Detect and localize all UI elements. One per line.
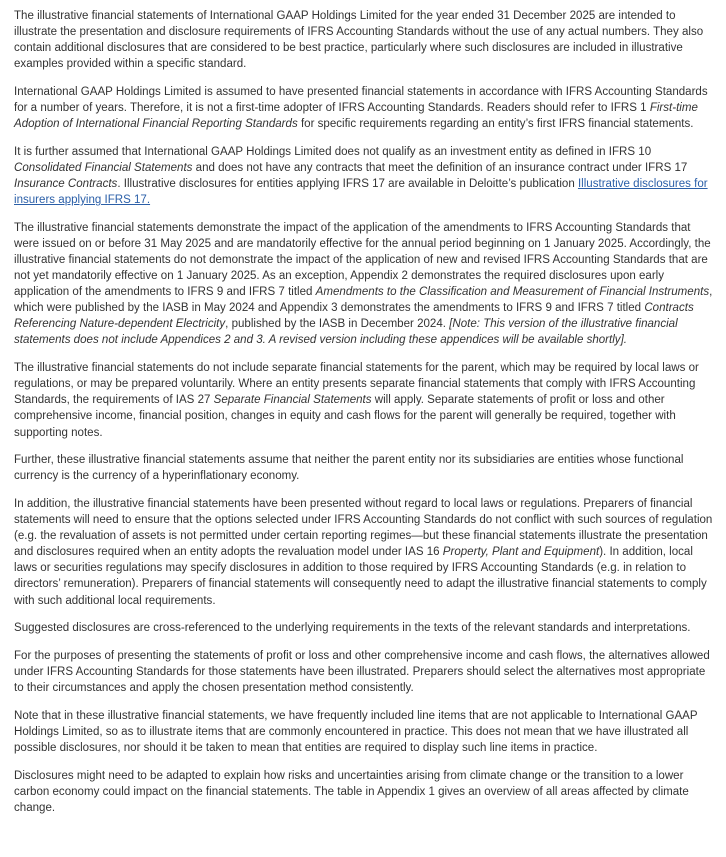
amendment-title-classification: Amendments to the Classification and Measurement of Financial Instruments xyxy=(315,286,710,299)
text-run: Disclosures might need to be adapted to explain how risks and uncertainties arising from climate change or the transition to a lower carbon economy could impact on the financial statements. The table in Appendix 1 gives an overview of all areas affected by climate change. xyxy=(14,769,689,814)
standard-title-ifrs17: Insurance Contracts xyxy=(14,178,118,191)
text-run: . Illustrative disclosures for entities applying IFRS 17 are available in Deloitte’s publication xyxy=(117,178,578,191)
text-run: will apply. Separate statements of profit or loss and other comprehensive income, financial position, changes in equity and cash flows for the parent will generally be required, together with supporting notes. xyxy=(14,394,676,439)
text-run: International GAAP Holdings Limited is assumed to have presented financial statements in accordance with IFRS Accounting Standards for a number of years. Therefore, it is not a first-time adopter of IFRS Accounting Standards. Readers should refer to IFRS 1 xyxy=(14,85,708,115)
text-run: Suggested disclosures are cross-referenced to the underlying requirements in the texts of the relevant standards and interpretations. xyxy=(14,622,691,635)
paragraph-climate-change xyxy=(14,768,718,816)
standard-title-ifrs10: Consolidated Financial Statements xyxy=(14,161,193,174)
insurers-publication-link[interactable]: Illustrative disclosures for insurers applying IFRS 17. xyxy=(14,178,708,207)
paragraph-investment-entity xyxy=(14,144,718,208)
text-run: The illustrative financial statements of International GAAP Holdings Limited for the year ended 31 December 2025 are intended to illustrate the presentation and disclosure requirements of IFRS Accounting Standards without the use of any actual numbers. They also contain additional disclosures that are considered to be best practice, particularly where such disclosures are included in illustrative examples provided within a specific standard. xyxy=(14,10,704,71)
paragraph-purpose xyxy=(14,8,718,72)
text-run: for specific requirements regarding an entity’s first IFRS financial statements. xyxy=(297,118,694,131)
text-run: , which were published by the IASB in May 2024 and Appendix 3 demonstrates the amendments to IFRS 9 and IFRS 7 titled xyxy=(14,286,713,315)
paragraph-presentation-alternatives xyxy=(14,648,718,696)
paragraph-first-time-adoption xyxy=(14,84,718,132)
paragraph-amendments xyxy=(14,220,718,349)
standard-title-ias27: Separate Financial Statements xyxy=(213,394,372,407)
text-run: For the purposes of presenting the statements of profit or loss and other comprehensive income and cash flows, the alternatives allowed under IFRS Accounting Standards for those statements have been illustrated. Preparers should select the alternatives most appropriate to their circumstances and apply the chosen presentation method consistently. xyxy=(14,649,710,695)
text-run: and does not have any contracts that meet the definition of an insurance contract under IFRS 17 xyxy=(192,161,688,174)
text-run: ). In addition, local laws or securities regulations may specify disclosures in addition to those required by IFRS Accounting Standards (e.g. in relation to directors’ remuneration). Preparers of financial statements will consequently need to adapt the illustrative financial statements to comply with such additional local requirements. xyxy=(14,546,707,607)
paragraph-separate-statements xyxy=(14,360,718,440)
paragraph-local-laws xyxy=(14,496,718,609)
document-body xyxy=(14,8,718,816)
text-run: , published by the IASB in December 2024. xyxy=(225,318,450,331)
text-run: It is further assumed that International GAAP Holdings Limited does not qualify as an investment entity as defined in IFRS 10 xyxy=(14,145,652,158)
paragraph-cross-references xyxy=(14,620,718,636)
text-run: In addition, the illustrative financial statements have been presented without regard to local laws or regulations. Preparers of financial statements will need to ensure that the options selected under IFRS Accounting Standards do not conflict with such sources of regulation (e.g. the revaluation of assets is not permitted under certain reporting regimes—but these financial statements illustrate the presentation and disclosures required when an entity adopts the revaluation model under IAS 16 xyxy=(14,498,713,559)
text-run: The illustrative financial statements do not include separate financial statements for the parent, which may be required by local laws or regulations, or may be prepared voluntarily. Where an entity presents separate financial statements that comply with IFRS Accounting Standards, the requirements of IAS 27 xyxy=(14,362,699,407)
paragraph-hyperinflation xyxy=(14,452,718,484)
text-run: Note that in these illustrative financial statements, we have frequently included line items that are not applicable to International GAAP Holdings Limited, so as to illustrate items that are commonly encountered in practice. This does not mean that we have illustrated all possible disclosures, nor should it be taken to mean that entities are required to display such line items in practice. xyxy=(14,709,698,754)
standard-title-ias16: Property, Plant and Equipment xyxy=(442,546,600,559)
amendment-title-electricity: Contracts Referencing Nature-dependent Electricity xyxy=(14,302,694,331)
paragraph-line-items xyxy=(14,708,718,756)
appendices-note: [Note: This version of the illustrative financial statements does not include Appendices 2 and 3. A revised version including these appendices will be available shortly]. xyxy=(14,318,678,347)
text-run: Further, these illustrative financial statements assume that neither the parent entity nor its subsidiaries are entities whose functional currency is the currency of a hyperinflationary economy. xyxy=(14,454,684,483)
standard-title-ifrs1: First-time Adoption of International Financial Reporting Standards xyxy=(14,102,698,131)
text-run: The illustrative financial statements demonstrate the impact of the application of the amendments to IFRS Accounting Standards that were issued on or before 31 May 2025 and are mandatorily effective for the annual period beginning on 1 January 2025. Accordingly, the illustrative financial statements do not demonstrate the impact of the application of new and revised IFRS Accounting Standards that are not yet mandatorily effective on 1 January 2025. As an exception, Appendix 2 demonstrates the required disclosures upon early application of the amendments to IFRS 9 and IFRS 7 titled xyxy=(14,221,711,299)
